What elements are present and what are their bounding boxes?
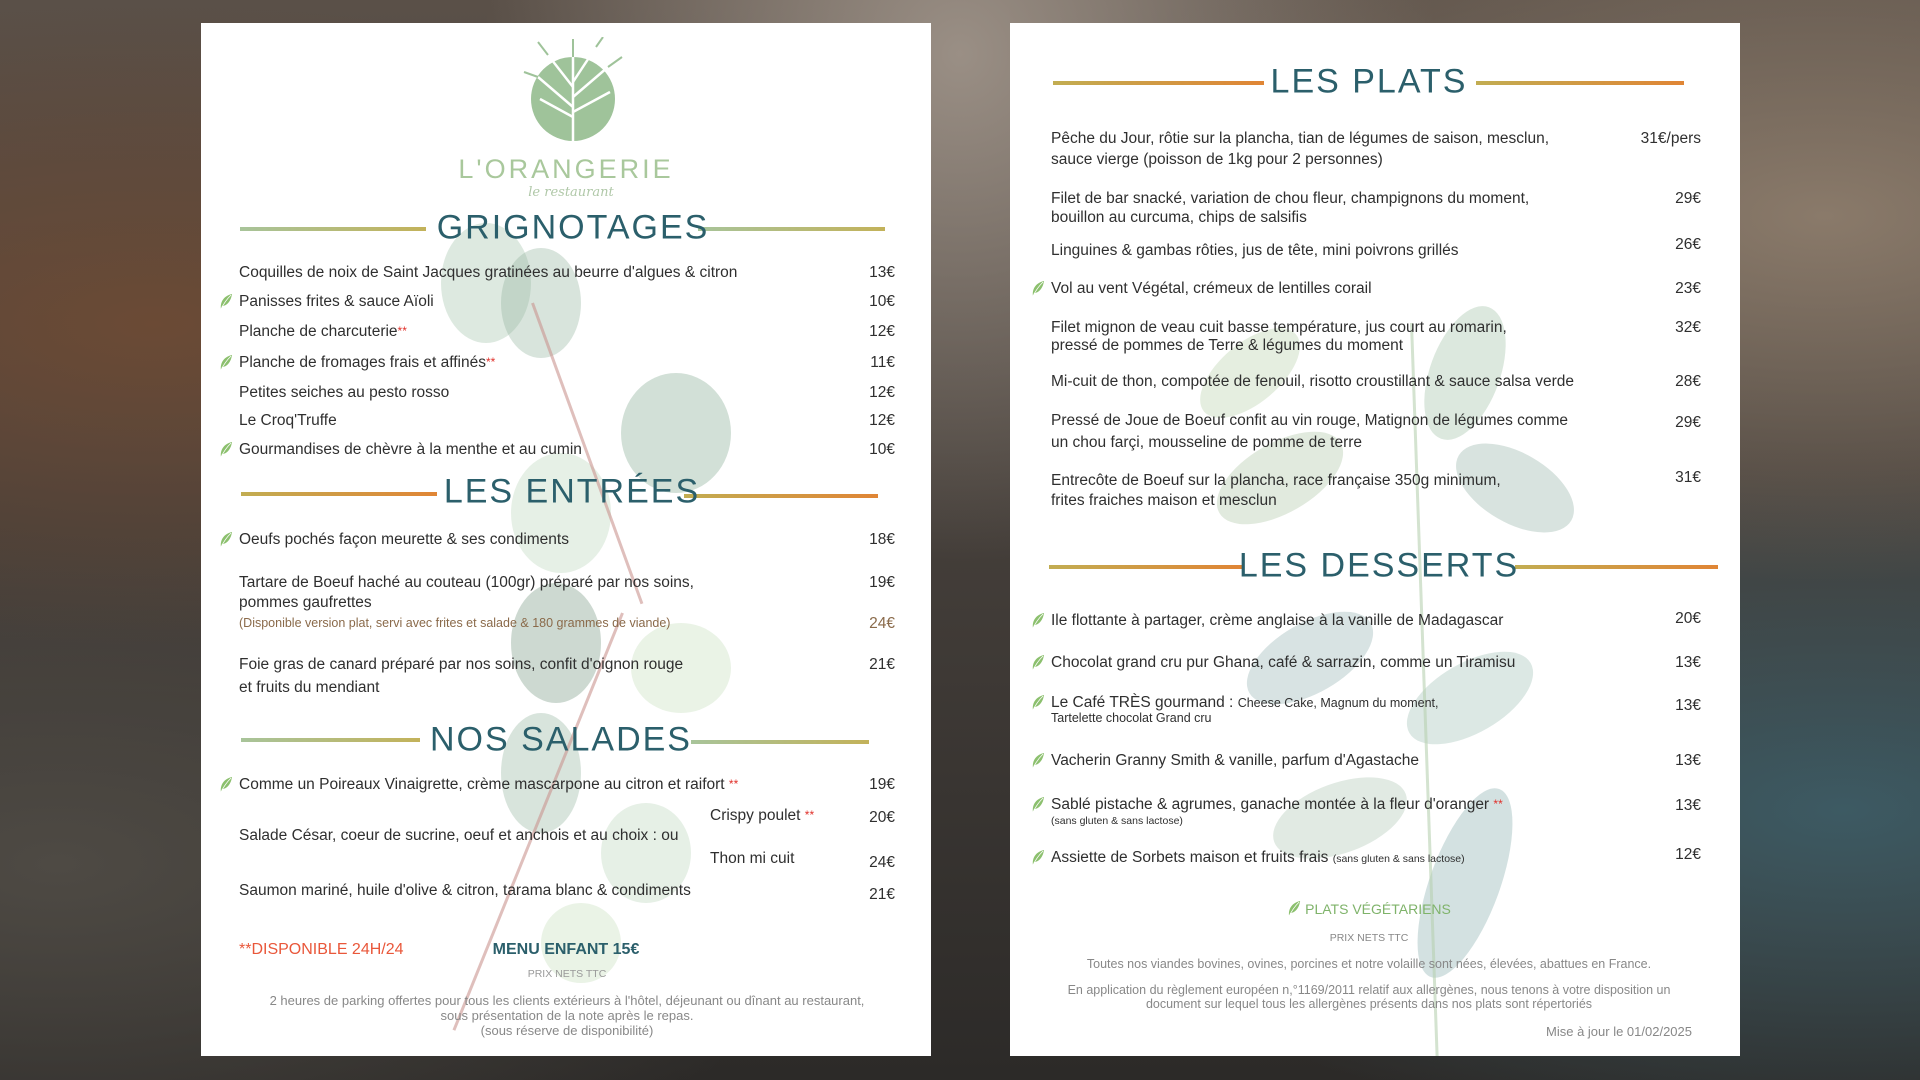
vegetarian-leaf-icon — [1031, 796, 1045, 813]
item-detail: (sans gluten & sans lactose) — [1332, 853, 1465, 865]
vegetarian-leaf-icon — [1287, 900, 1301, 917]
kids-menu-price: MENU ENFANT 15€ — [492, 941, 640, 958]
item-name: Pressé de Joue de Boeuf confit au vin rouge, Matignon de légumes comme — [1051, 412, 1568, 429]
item-price: 21€ — [869, 656, 895, 673]
menu-item — [1051, 794, 1701, 830]
item-name-line2: et fruits du mendiant — [239, 679, 380, 696]
item-price: 12€ — [1675, 846, 1701, 863]
item-name: Petites seiches au pesto rosso — [239, 384, 450, 401]
vegetarian-leaf-icon — [1031, 849, 1045, 866]
item-name: Filet de bar snacké, variation de chou fleur, champignons du moment, — [1051, 190, 1530, 207]
availability-note: **DISPONIBLE 24H/24 — [239, 941, 404, 958]
item-price: 31€ — [1675, 469, 1701, 486]
divider-line — [1049, 565, 1242, 569]
item-name-line2: sauce vierge (poisson de 1kg pour 2 personnes) — [1051, 151, 1383, 168]
item-name: Assiette de Sorbets maison et fruits frais — [1051, 849, 1329, 866]
divider-line — [1515, 565, 1718, 569]
item-name: Pêche du Jour, rôtie sur la plancha, tian de légumes de saison, mesclun, — [1051, 130, 1550, 147]
item-name: Panisses frites & sauce Aïoli — [239, 293, 434, 310]
item-name: Mi-cuit de thon, compotée de fenouil, risotto croustillant & sauce salsa verde — [1051, 373, 1574, 390]
item-name: Oeufs pochés façon meurette & ses condiments — [239, 531, 569, 548]
prices-note: PRIX NETS TTC — [527, 968, 607, 980]
vegetarian-leaf-icon — [1031, 694, 1045, 711]
menu-item — [1051, 128, 1701, 172]
divider-line — [691, 740, 869, 744]
menu-item — [1051, 188, 1701, 232]
item-name: Gourmandises de chèvre à la menthe et au cumin — [239, 441, 582, 458]
divider-line — [241, 738, 420, 742]
allergen-line: document sur lequel tous les allergènes présents dans nos plats sont répertoriés — [1145, 997, 1593, 1011]
item-price: 28€ — [1675, 373, 1701, 390]
parking-line: 2 heures de parking offertes pour tous les clients extérieurs à l'hôtel, déjeunant ou dînant au restaurant, — [269, 993, 865, 1008]
logo — [518, 37, 628, 147]
menu-item — [239, 805, 895, 875]
item-price: 12€ — [869, 323, 895, 340]
item-name-line2: Tartelette chocolat Grand cru — [1051, 711, 1212, 725]
brand-tagline: le restaurant — [528, 185, 614, 200]
vegetarian-leaf-icon — [219, 776, 233, 793]
item-name: Le Café TRÈS gourmand : — [1051, 694, 1234, 711]
vegetarian-leaf-icon — [219, 441, 233, 458]
item-name: Tartare de Boeuf haché au couteau (100gr) préparé par nos soins, — [239, 574, 694, 591]
item-price: 23€ — [1675, 280, 1701, 297]
divider-line — [1476, 81, 1684, 85]
brand-name: L'ORANGERIE — [458, 154, 674, 184]
item-name: Vacherin Granny Smith & vanille, parfum d'Agastache — [1051, 752, 1419, 769]
section-title-entrees: LES ENTRÉES — [443, 472, 701, 511]
allergen-line: En application du règlement européen n,°1169/2011 relatif aux allergènes, nous tenons à votre disposition un — [1067, 983, 1671, 997]
item-price: 11€ — [870, 354, 895, 371]
parking-note — [270, 993, 865, 1038]
divider-line — [684, 494, 878, 498]
item-name-line2: pressé de pommes de Terre & légumes du moment — [1051, 337, 1404, 354]
section-title-grignotages: GRIGNOTAGES — [436, 208, 710, 247]
item-price: 21€ — [869, 886, 895, 903]
meat-origin-note: Toutes nos viandes bovines, ovines, porcines et notre volaille sont nées, élevées, abattues en France. — [1086, 957, 1652, 971]
option-crispy-poulet: Crispy poulet — [710, 807, 801, 824]
item-price: 18€ — [869, 531, 895, 548]
vegetarian-legend-label: PLATS VÉGÉTARIENS — [1305, 901, 1451, 917]
item-price: 29€ — [1675, 414, 1701, 431]
divider-line — [240, 227, 426, 231]
section-title-plats: LES PLATS — [1270, 62, 1468, 101]
item-name: Sablé pistache & agrumes, ganache montée à la fleur d'oranger — [1051, 796, 1490, 813]
item-name-line2: frites fraiches maison et mesclun — [1051, 492, 1277, 509]
item-name: Planche de charcuterie — [239, 323, 398, 340]
item-name: Linguines & gambas rôties, jus de tête, mini poivrons grillés — [1051, 242, 1459, 259]
asterisk-marker: ** — [397, 324, 407, 338]
item-detail: Cheese Cake, Magnum du moment, — [1237, 696, 1439, 710]
parking-line: sous présentation de la note après le repas. — [440, 1008, 694, 1023]
item-price: 12€ — [869, 384, 895, 401]
vegetarian-leaf-icon — [1031, 280, 1045, 297]
vegetarian-leaf-icon — [219, 354, 233, 371]
asterisk-marker: ** — [804, 808, 815, 822]
item-name: Salade César, coeur de sucrine, oeuf et anchois et au choix : ou — [239, 827, 679, 844]
item-name: Vol au vent Végétal, crémeux de lentilles corail — [1051, 280, 1372, 297]
menu-item — [1051, 692, 1701, 732]
item-name: Coquilles de noix de Saint Jacques gratinées au beurre d'algues & citron — [239, 264, 738, 281]
item-name: Filet mignon de veau cuit basse température, jus court au romarin, — [1051, 319, 1507, 336]
item-name: Entrecôte de Boeuf sur la plancha, race française 350g minimum, — [1051, 472, 1501, 489]
item-price: 13€ — [1675, 697, 1701, 714]
vegetarian-leaf-icon — [219, 293, 233, 310]
eucalyptus-leaf-decoration — [511, 453, 611, 573]
section-title-salades: NOS SALADES — [430, 720, 692, 759]
asterisk-marker: ** — [486, 355, 496, 369]
allergen-note — [1068, 983, 1671, 1011]
menu-item — [1051, 234, 1701, 264]
item-price: 13€ — [1675, 797, 1701, 814]
vegetarian-leaf-icon — [1031, 612, 1045, 629]
divider-line — [241, 492, 437, 496]
item-price: 19€ — [869, 574, 895, 591]
menu-page-right — [1010, 23, 1740, 1056]
item-price: 29€ — [1675, 190, 1701, 207]
divider-line — [698, 227, 885, 231]
vegetarian-leaf-icon — [1031, 654, 1045, 671]
menu-item — [1051, 410, 1701, 458]
item-price: 19€ — [869, 776, 895, 793]
item-price: 13€ — [869, 264, 895, 281]
item-name-line2: un chou farçi, mousseline de pomme de terre — [1051, 434, 1363, 451]
asterisk-marker: ** — [728, 777, 739, 791]
item-name-line2: pommes gaufrettes — [239, 594, 372, 611]
item-name-line2: (sans gluten & sans lactose) — [1051, 815, 1183, 827]
menu-item — [239, 572, 895, 652]
menu-item — [1051, 317, 1701, 361]
item-price: 20€ — [1675, 610, 1701, 627]
item-name: Chocolat grand cru pur Ghana, café & sarrazin, comme un Tiramisu — [1051, 654, 1516, 671]
vegetarian-leaf-icon — [219, 531, 233, 548]
item-price: 12€ — [869, 412, 895, 429]
item-price: 10€ — [869, 441, 895, 458]
last-updated: Mise à jour le 01/02/2025 — [1546, 1024, 1692, 1039]
menu-item — [1051, 470, 1701, 514]
item-name: Ile flottante à partager, crème anglaise à la vanille de Madagascar — [1051, 612, 1504, 629]
item-name: Comme un Poireaux Vinaigrette, crème mascarpone au citron et raifort — [239, 776, 725, 793]
item-price: 13€ — [1675, 752, 1701, 769]
item-price: 32€ — [1675, 319, 1701, 336]
item-price: 31€/pers — [1640, 130, 1701, 147]
vegetarian-leaf-icon — [1031, 752, 1045, 769]
divider-line — [1053, 81, 1264, 85]
vegetarian-legend — [1287, 900, 1451, 917]
item-price: 24€ — [869, 854, 895, 871]
menu-page-left — [201, 23, 931, 1056]
item-price: 10€ — [869, 293, 895, 310]
menu-item — [239, 654, 895, 704]
item-name: Saumon mariné, huile d'olive & citron, tarama blanc & condiments — [239, 882, 691, 899]
prices-note: PRIX NETS TTC — [1329, 932, 1409, 944]
item-price: 20€ — [869, 809, 895, 826]
item-name: Planche de fromages frais et affinés — [239, 354, 486, 371]
parking-line: (sous réserve de disponibilité) — [480, 1023, 654, 1038]
item-name: Foie gras de canard préparé par nos soins, confit d'oignon rouge — [239, 656, 684, 673]
section-title-desserts: LES DESSERTS — [1238, 546, 1520, 585]
item-name: Le Croq'Truffe — [239, 412, 337, 429]
item-note-price: 24€ — [869, 615, 895, 632]
item-price: 13€ — [1675, 654, 1701, 671]
item-note: (Disponible version plat, servi avec frites et salade & 180 grammes de viande) — [239, 616, 671, 630]
palm-leaf-logo-icon — [518, 37, 628, 147]
item-name-line2: bouillon au curcuma, chips de salsifis — [1051, 209, 1307, 226]
option-thon-mi-cuit: Thon mi cuit — [710, 850, 795, 867]
asterisk-marker: ** — [1493, 797, 1503, 811]
item-price: 26€ — [1675, 236, 1701, 253]
